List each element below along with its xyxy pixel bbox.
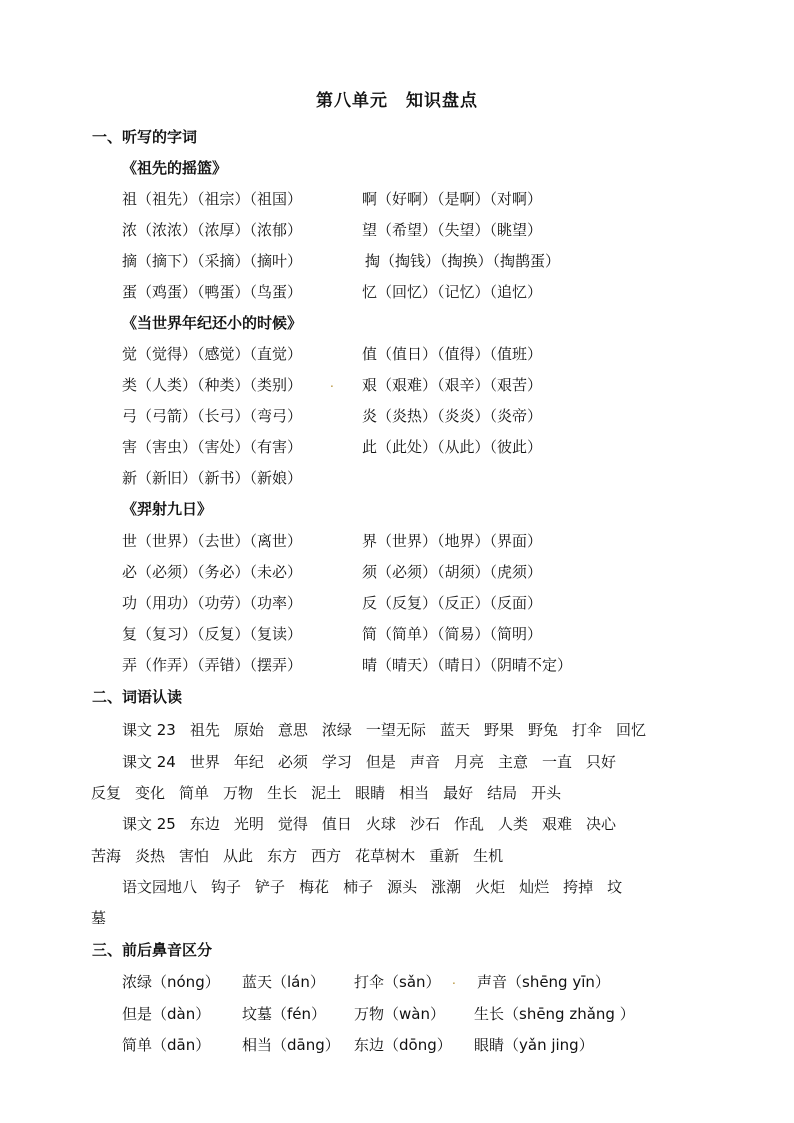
vocab-word: 决心	[586, 815, 617, 833]
pinyin-item: 但是（dàn）	[122, 1005, 211, 1023]
vocab-word: 野兔	[527, 721, 558, 739]
lesson-title-yi-shoots-nine-suns: 《羿射九日》	[122, 500, 213, 518]
word-group: 类（人类）（种类）（类别）	[122, 376, 303, 394]
vocab-word: 艰难	[541, 815, 572, 833]
vocab-word: 火炬	[475, 878, 506, 896]
word-group: 复（复习）（反复）（复读）	[122, 625, 303, 643]
vocab-word: 回忆	[616, 721, 647, 739]
vocab-word: 挎掉	[563, 878, 594, 896]
vocab-word: 月亮	[453, 753, 484, 771]
vocab-word: 觉得	[277, 815, 308, 833]
lesson-title-ancestors-cradle: 《祖先的摇篮》	[122, 159, 228, 177]
vocab-word: 相当	[399, 784, 430, 802]
vocab-word: 从此	[223, 847, 254, 865]
vocab-word: 意思	[277, 721, 308, 739]
vocab-word: 东方	[267, 847, 298, 865]
vocab-word: 生长	[267, 784, 298, 802]
pinyin-item: 坟墓（fén）	[242, 1005, 327, 1023]
vocab-word: 光明	[233, 815, 264, 833]
word-group: 反（反复）（反正）（反面）	[362, 594, 543, 612]
word-group: 忆（回忆）（记忆）（追忆）	[362, 283, 543, 301]
decorative-dot: .	[452, 973, 456, 987]
word-group: 炎（炎热）（炎炎）（炎帝）	[362, 407, 543, 425]
vocab-word: 害怕	[179, 847, 210, 865]
vocab-word: 只好	[586, 753, 617, 771]
word-group: 必（必须）（务必）（未必）	[122, 563, 303, 581]
lesson-title-when-world-was-young: 《当世界年纪还小的时候》	[122, 314, 303, 332]
vocab-word: 反复	[91, 784, 122, 802]
word-group: 新（新旧）（新书）（新娘）	[122, 469, 303, 487]
section-heading-word-reading: 二、词语认读	[92, 688, 183, 706]
word-group: 蛋（鸡蛋）（鸭蛋）（鸟蛋）	[122, 283, 303, 301]
vocab-word: 必须	[277, 753, 308, 771]
vocab-word: 沙石	[409, 815, 440, 833]
vocab-word: 钩子	[211, 878, 242, 896]
word-group: 晴（晴天）（晴日）（阴晴不定）	[362, 656, 573, 674]
vocab-word: 铲子	[255, 878, 286, 896]
section-heading-dictation: 一、听写的字词	[92, 128, 198, 146]
word-group: 掏（掏钱）（掏换）（掏鹊蛋）	[365, 252, 561, 270]
vocab-word: 学习	[321, 753, 352, 771]
vocab-line-label: 语文园地八	[122, 878, 198, 896]
word-group: 界（世界）（地界）（界面）	[362, 532, 543, 550]
vocab-word: 主意	[497, 753, 528, 771]
vocab-word: 柿子	[343, 878, 374, 896]
word-group: 弄（作弄）（弄错）（摆弄）	[122, 656, 303, 674]
vocab-word: 梅花	[299, 878, 330, 896]
word-group: 弓（弓箭）（长弓）（弯弓）	[122, 407, 303, 425]
decorative-dot: .	[330, 376, 334, 390]
vocab-word: 值日	[321, 815, 352, 833]
vocab-word: 世界	[189, 753, 220, 771]
pinyin-item: 浓绿（nóng）	[122, 973, 220, 991]
vocab-word: 源头	[387, 878, 418, 896]
vocab-word: 墓	[91, 909, 107, 927]
word-group: 觉（觉得）（感觉）（直觉）	[122, 345, 303, 363]
vocab-word: 火球	[365, 815, 396, 833]
pinyin-item: 相当（dāng）	[242, 1036, 340, 1054]
vocab-word: 蓝天	[439, 721, 470, 739]
vocab-word: 简单	[179, 784, 210, 802]
vocab-word: 东边	[189, 815, 220, 833]
word-group: 须（必须）（胡须）（虎须）	[362, 563, 543, 581]
vocab-word: 坟	[607, 878, 623, 896]
pinyin-item: 打伞（sǎn）	[354, 973, 441, 991]
vocab-word: 重新	[429, 847, 460, 865]
vocab-line-label: 课文 24	[122, 753, 176, 771]
vocab-word: 野果	[483, 721, 514, 739]
page-title: 第八单元 知识盘点	[316, 91, 478, 111]
vocab-line	[122, 876, 636, 897]
vocab-word: 一直	[541, 753, 572, 771]
vocab-line	[91, 782, 575, 803]
vocab-line-label: 课文 23	[122, 721, 176, 739]
pinyin-item: 万物（wàn）	[354, 1005, 445, 1023]
vocab-word: 最好	[443, 784, 474, 802]
vocab-word: 人类	[497, 815, 528, 833]
word-group: 害（害虫）（害处）（有害）	[122, 438, 303, 456]
vocab-word: 花草树木	[355, 847, 416, 865]
vocab-word: 灿烂	[519, 878, 550, 896]
vocab-word: 打伞	[571, 721, 602, 739]
word-group: 值（值日）（值得）（值班）	[362, 345, 543, 363]
vocab-line	[122, 813, 630, 834]
vocab-word: 万物	[223, 784, 254, 802]
vocab-word: 一望无际	[365, 721, 426, 739]
vocab-word: 西方	[311, 847, 342, 865]
word-group: 摘（摘下）（采摘）（摘叶）	[122, 252, 303, 270]
vocab-word: 但是	[365, 753, 396, 771]
vocab-word: 结局	[487, 784, 518, 802]
section-heading-nasal-sounds: 三、前后鼻音区分	[92, 941, 213, 959]
vocab-word: 苦海	[91, 847, 122, 865]
vocab-line	[91, 907, 120, 928]
pinyin-item: 眼睛（yǎn jing）	[474, 1036, 594, 1054]
word-group: 世（世界）（去世）（离世）	[122, 532, 303, 550]
vocab-word: 涨潮	[431, 878, 462, 896]
vocab-line	[91, 845, 517, 866]
pinyin-item: 简单（dān）	[122, 1036, 211, 1054]
pinyin-item: 生长（shēng zhǎng ）	[474, 1005, 635, 1023]
vocab-word: 年纪	[233, 753, 264, 771]
word-group: 啊（好啊）（是啊）（对啊）	[362, 190, 543, 208]
vocab-word: 眼睛	[355, 784, 386, 802]
vocab-word: 祖先	[189, 721, 220, 739]
vocab-line-label: 课文 25	[122, 815, 176, 833]
word-group: 简（简单）（简易）（简明）	[362, 625, 543, 643]
pinyin-item: 声音（shēng yīn）	[477, 973, 610, 991]
vocab-word: 声音	[409, 753, 440, 771]
vocab-word: 作乱	[453, 815, 484, 833]
word-group: 祖（祖先）（祖宗）（祖国）	[122, 190, 303, 208]
vocab-word: 炎热	[135, 847, 166, 865]
pinyin-item: 蓝天（lán）	[242, 973, 325, 991]
word-group: 望（希望）（失望）（眺望）	[362, 221, 543, 239]
word-group: 浓（浓浓）（浓厚）（浓郁）	[122, 221, 303, 239]
vocab-line	[122, 751, 630, 772]
word-group: 此（此处）（从此）（彼此）	[362, 438, 543, 456]
vocab-word: 浓绿	[321, 721, 352, 739]
vocab-line	[122, 719, 660, 740]
vocab-word: 泥土	[311, 784, 342, 802]
vocab-word: 开头	[531, 784, 562, 802]
vocab-word: 变化	[135, 784, 166, 802]
word-group: 艰（艰难）（艰辛）（艰苦）	[362, 376, 543, 394]
word-group: 功（用功）（功劳）（功率）	[122, 594, 303, 612]
pinyin-item: 东边（dōng）	[354, 1036, 452, 1054]
vocab-word: 生机	[473, 847, 504, 865]
vocab-word: 原始	[233, 721, 264, 739]
